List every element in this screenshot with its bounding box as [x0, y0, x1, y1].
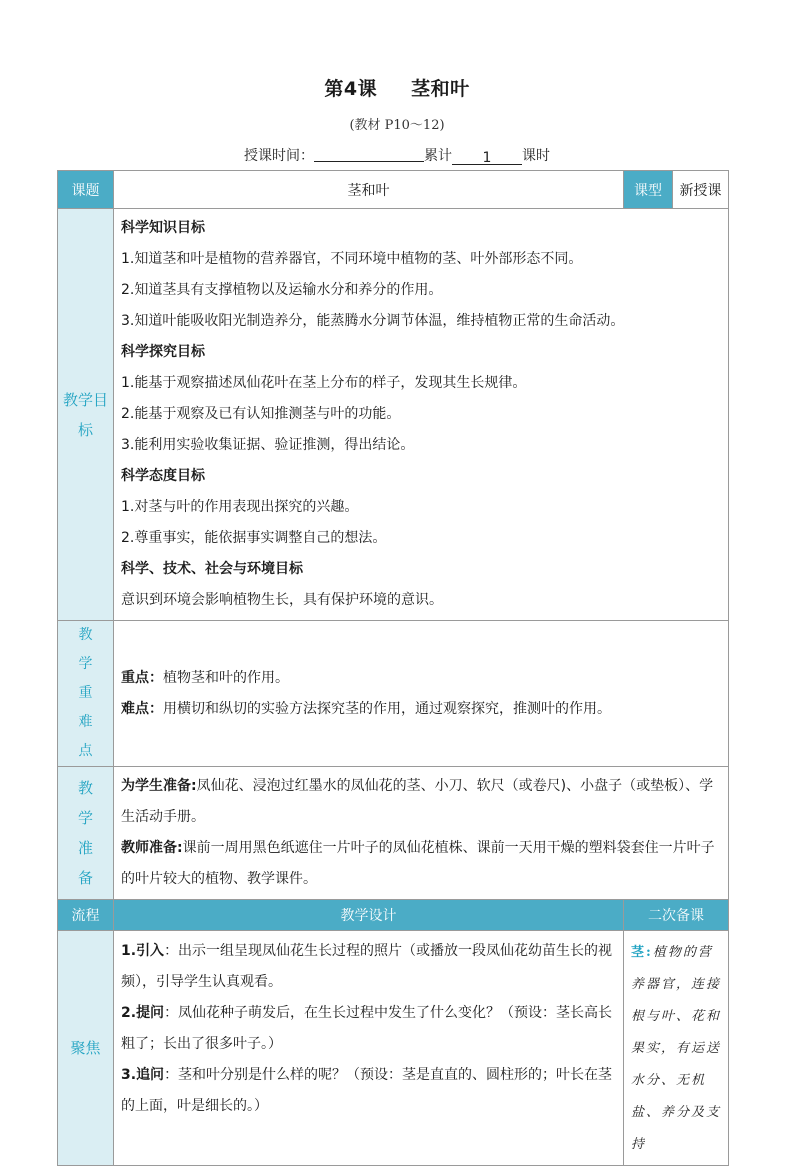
- lesson-plan-table: [57, 170, 729, 1166]
- goal-item: 3.知道叶能吸收阳光制造养分，能蒸腾水分调节体温，维持植物正常的生命活动。: [121, 313, 625, 329]
- total-label: 累计: [424, 148, 452, 164]
- goals-content: [114, 209, 729, 621]
- type-label: 课型: [624, 171, 673, 209]
- flow-header-revision: 二次备课: [624, 900, 729, 931]
- lesson-title: [0, 74, 794, 101]
- lesson-number: 第4课: [324, 78, 378, 100]
- teaching-time-line: [0, 145, 794, 165]
- goal-item: 2.能基于观察及已有认知推测茎与叶的功能。: [121, 406, 401, 422]
- textbook-reference: (教材 P10～12): [349, 118, 445, 133]
- key-point: 重点：植物茎和叶的作用。: [121, 669, 289, 686]
- goal-item: 2.知道茎具有支撑植物以及运输水分和养分的作用。: [121, 282, 443, 298]
- topic-label: 课题: [58, 171, 114, 209]
- focus-content: [114, 931, 624, 1166]
- goal-item: 1.对茎与叶的作用表现出探究的兴趣。: [121, 499, 359, 515]
- goal-item: 2.尊重事实，能依据事实调整自己的想法。: [121, 530, 387, 546]
- focus-step: 3.追问：茎和叶分别是什么样的呢？（预设：茎是直直的、圆柱形的；叶长在茎的上面，叶是细长的。）: [121, 1067, 613, 1114]
- lesson-name: 茎和叶: [411, 78, 470, 100]
- flow-header-process: 流程: [58, 900, 114, 931]
- type-value: 新授课: [673, 171, 729, 209]
- note-keyword: 茎:: [631, 945, 653, 960]
- goal-heading: 科学态度目标: [121, 468, 205, 484]
- flow-header-design: 教学设计: [114, 900, 624, 931]
- period-label: 课时: [522, 148, 550, 164]
- time-blank: [314, 147, 424, 162]
- note-text: 植物的营养器官，连接根与叶、花和果实，有运送水分、无机盐、养分及支持: [631, 945, 722, 1152]
- total-value: 1: [482, 150, 492, 166]
- goal-heading: 科学、技术、社会与环境目标: [121, 561, 303, 577]
- flow-header-row: [58, 900, 729, 931]
- goal-item: 1.能基于观察描述凤仙花叶在茎上分布的样子，发现其生长规律。: [121, 375, 527, 391]
- goals-row: [58, 209, 729, 621]
- keypoints-label: 教学重难点: [58, 621, 114, 767]
- goals-label: 教学目标: [58, 209, 114, 621]
- keypoints-content: [114, 621, 729, 767]
- student-prep: 为学生准备:凤仙花、浸泡过红墨水的凤仙花的茎、小刀、软尺（或卷尺)、小盘子（或垫板）、学生活动手册。: [121, 778, 714, 825]
- goal-item: 3.能利用实验收集证据、验证推测，得出结论。: [121, 437, 415, 453]
- goal-heading: 科学知识目标: [121, 220, 205, 236]
- keypoints-row: [58, 621, 729, 767]
- goal-item: 1.知道茎和叶是植物的营养器官，不同环境中植物的茎、叶外部形态不同。: [121, 251, 583, 267]
- focus-step: 1.引入：出示一组呈现凤仙花生长过程的照片（或播放一段凤仙花幼苗生长的视频），引导学生认真观看。: [121, 943, 613, 990]
- goal-item: 意识到环境会影响植物生长，具有保护环境的意识。: [121, 592, 443, 608]
- total-blank: [452, 150, 522, 165]
- goal-heading: 科学探究目标: [121, 344, 205, 360]
- topic-value: 茎和叶: [114, 171, 624, 209]
- focus-step: 2.提问：凤仙花种子萌发后，在生长过程中发生了什么变化？（预设：茎长高长粗了；长出了很多叶子。）: [121, 1005, 613, 1052]
- focus-label: 聚焦: [58, 931, 114, 1166]
- prep-label: 教学准备: [58, 767, 114, 900]
- focus-row: [58, 931, 729, 1166]
- prep-content: [114, 767, 729, 900]
- revision-notes: [624, 931, 729, 1166]
- time-label: 授课时间：: [244, 148, 314, 164]
- difficult-point: 难点：用横切和纵切的实验方法探究茎的作用，通过观察探究，推测叶的作用。: [121, 700, 611, 717]
- prep-row: [58, 767, 729, 900]
- teacher-prep: 教师准备:课前一周用黑色纸遮住一片叶子的凤仙花植株、课前一天用干燥的塑料袋套住一片叶子的叶片较大的植物、教学课件。: [121, 840, 715, 887]
- topic-row: [58, 171, 729, 209]
